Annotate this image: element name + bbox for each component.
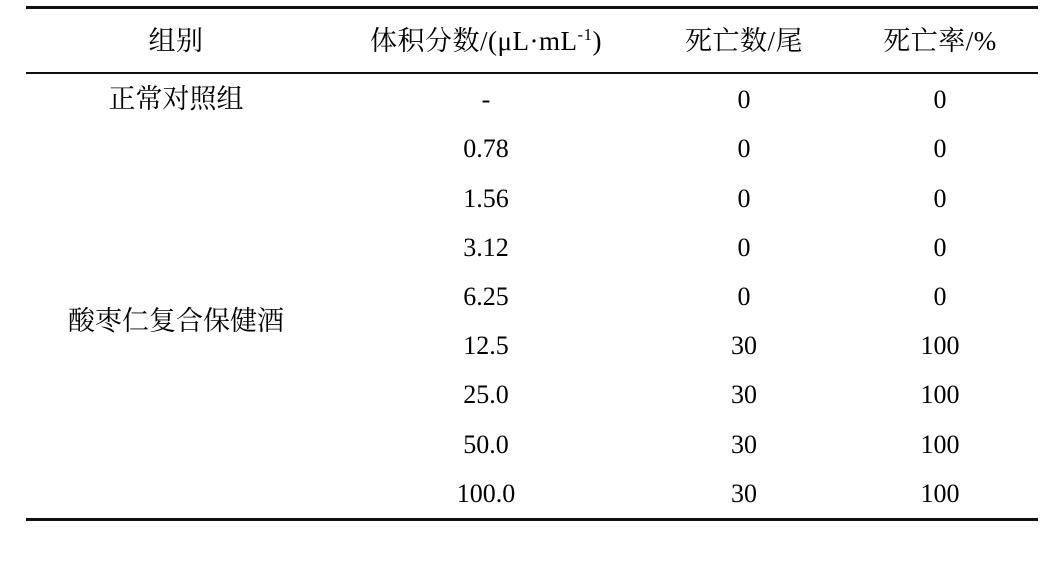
cell-concentration: 50.0 xyxy=(463,429,509,459)
cell-concentration: 0.78 xyxy=(463,134,509,164)
column-header-group: 组别 xyxy=(26,8,326,74)
cell-concentration: 3.12 xyxy=(463,232,509,262)
cell-rate: 0 xyxy=(933,232,947,262)
cell-rate: 100 xyxy=(920,429,960,459)
column-header-superscript: -1 xyxy=(577,25,593,44)
cell-deaths: 0 xyxy=(737,183,751,213)
group-label-control: 正常对照组 xyxy=(108,84,244,114)
cell-concentration: 25.0 xyxy=(463,380,509,410)
cell-deaths: 0 xyxy=(737,134,751,164)
cell-deaths: 0 xyxy=(737,281,751,311)
group-label-treatment: 酸枣仁复合保健酒 xyxy=(68,305,284,336)
cell-deaths: 30 xyxy=(731,380,757,410)
cell-concentration: 6.25 xyxy=(463,281,509,311)
cell-concentration: 12.5 xyxy=(463,331,509,361)
cell-rate: 100 xyxy=(920,478,960,508)
cell-deaths: 30 xyxy=(731,478,757,508)
header-row xyxy=(26,8,1038,74)
column-header-unit-close: ) xyxy=(592,26,602,56)
column-header-death-count: 死亡数/尾 xyxy=(646,8,842,74)
cell-rate: 0 xyxy=(933,281,947,311)
cell-concentration: 100.0 xyxy=(456,478,516,508)
table-row xyxy=(26,124,1038,173)
column-header-volume-fraction xyxy=(326,8,646,74)
cell-concentration: 1.56 xyxy=(463,183,509,213)
table-body xyxy=(26,73,1038,519)
column-header-death-rate: 死亡率/% xyxy=(842,8,1038,74)
cell-deaths: 30 xyxy=(731,331,757,361)
cell-concentration: - xyxy=(481,84,491,114)
cell-rate: 100 xyxy=(920,331,960,361)
cell-deaths: 0 xyxy=(737,232,751,262)
mortality-data-table xyxy=(26,6,1038,521)
table-header xyxy=(26,8,1038,74)
cell-rate: 0 xyxy=(933,134,947,164)
cell-rate: 0 xyxy=(933,84,947,114)
table-row xyxy=(26,73,1038,124)
cell-rate: 0 xyxy=(933,183,947,213)
cell-deaths: 30 xyxy=(731,429,757,459)
column-header-volume-fraction-text: 体积分数/(μL·mL xyxy=(370,26,578,56)
cell-deaths: 0 xyxy=(737,84,751,114)
cell-rate: 100 xyxy=(920,380,960,410)
